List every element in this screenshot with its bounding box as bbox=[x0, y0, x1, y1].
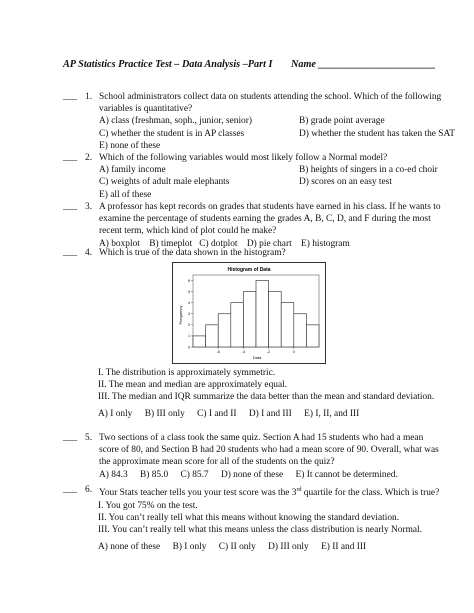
q4-statements bbox=[98, 367, 434, 404]
histogram-chart bbox=[173, 263, 325, 363]
question-number: 3. bbox=[85, 202, 93, 212]
question-stem: the approximate mean score for all of the students on the quiz? bbox=[99, 457, 335, 468]
histogram-bar bbox=[281, 303, 294, 347]
choice-c: C) I and II bbox=[197, 409, 237, 419]
answer-blank: ___ bbox=[63, 153, 78, 163]
choice-d: D) none of these bbox=[220, 469, 284, 480]
question-stem: variables is quantitative? bbox=[99, 104, 193, 115]
choice-a: A) class (freshman, soph., junior, senior) bbox=[99, 116, 252, 127]
question-number: 4. bbox=[85, 248, 93, 258]
choice-b: B) heights of singers in a co-ed choir bbox=[299, 165, 438, 176]
choice-b: B) III only bbox=[144, 409, 185, 419]
histogram-bar bbox=[193, 336, 206, 347]
choice-e: E) none of these bbox=[99, 140, 161, 151]
x-tick-label: -6 bbox=[216, 350, 220, 354]
histogram-bar bbox=[206, 325, 219, 347]
histogram-bar bbox=[256, 281, 269, 347]
answer-blank: ___ bbox=[63, 248, 78, 258]
q4-choices bbox=[98, 408, 369, 420]
question-stem: Your Stats teacher tells you your test score was the 3rd quartile for the class. Which is true? bbox=[99, 487, 440, 499]
chart-title: Histogram of Data bbox=[227, 267, 271, 273]
x-tick-label: 0 bbox=[292, 350, 295, 354]
histogram-bar bbox=[306, 325, 319, 347]
q5-choices bbox=[99, 469, 471, 481]
choice-a: A) I only bbox=[98, 409, 133, 419]
choice-d: D) I and III bbox=[248, 409, 292, 419]
x-axis-label: Data bbox=[252, 355, 262, 360]
choice-b: B) grade point average bbox=[299, 116, 385, 127]
choice-e: E) I, II, and III bbox=[304, 409, 360, 419]
choice-b: B) 85.0 bbox=[140, 469, 169, 480]
choice-e: E) II and III bbox=[321, 542, 367, 552]
statement-ii: II. The mean and median are approximately equal. bbox=[98, 380, 288, 391]
histogram-bar bbox=[218, 314, 231, 347]
answer-blank: ___ bbox=[63, 485, 78, 495]
y-tick-label: 6 bbox=[188, 278, 190, 283]
choice-d: D) III only bbox=[268, 542, 309, 552]
x-tick-label: -4 bbox=[241, 350, 246, 354]
question-stem: A professor has kept records on grades that students have earned in his class. If he wants to bbox=[99, 202, 441, 212]
name-field-label: Name _______________________ bbox=[291, 59, 436, 70]
test-header bbox=[63, 59, 436, 70]
choice-c: C) 85.7 bbox=[180, 469, 209, 480]
choice-a: A) none of these bbox=[98, 542, 161, 552]
question-stem: School administrators collect data on students attending the school. Which of the following bbox=[99, 92, 442, 102]
question-stem: Which is true of the data shown in the histogram? bbox=[99, 248, 286, 258]
y-tick-label: 0 bbox=[188, 345, 190, 350]
histogram-bar bbox=[231, 303, 244, 347]
question-stem: examine the percentage of students earning the grades A, B, C, D, and F during the most bbox=[99, 214, 431, 225]
histogram-bar bbox=[243, 292, 256, 347]
choice-a: A) 84.3 bbox=[99, 469, 128, 480]
choice-b: B) I only bbox=[172, 542, 207, 552]
choice-a: A) family income bbox=[99, 165, 166, 176]
statement-iii: III. The median and IQR summarize the data better than the mean and standard deviation. bbox=[98, 392, 435, 403]
histogram-figure bbox=[172, 262, 326, 364]
choice-c: C) II only bbox=[218, 542, 256, 552]
y-tick-label: 3 bbox=[188, 312, 190, 317]
choice-e: E) all of these bbox=[99, 189, 152, 200]
choice-c: C) whether the student is in AP classes bbox=[99, 128, 245, 139]
answer-blank: ___ bbox=[63, 433, 78, 443]
question-stem: Two sections of a class took the same quiz. Section A had 15 students who had a mean bbox=[99, 433, 424, 443]
question-stem: score of 80, and Section B had 20 students who had a mean score of 90. Overall, what was bbox=[99, 445, 439, 456]
choice-e: E) It cannot be determined. bbox=[295, 469, 398, 480]
statement-i: I. You got 75% on the test. bbox=[98, 501, 198, 511]
y-tick-label: 2 bbox=[188, 323, 190, 328]
y-axis-label: Frequency bbox=[178, 305, 183, 325]
y-tick-label: 5 bbox=[188, 289, 190, 294]
statement-iii: III. You can’t really tell what this means unless the class distribution is nearly Normal. bbox=[98, 525, 422, 536]
choice-d: D) whether the student has taken the SAT bbox=[299, 128, 455, 139]
choice-c: C) weights of adult male elephants bbox=[99, 177, 230, 188]
question-number: 6. bbox=[85, 485, 93, 495]
plot-area bbox=[188, 275, 319, 354]
question-stem: Which of the following variables would most likely follow a Normal model? bbox=[99, 153, 388, 163]
y-tick-label: 1 bbox=[188, 334, 190, 339]
question-number: 5. bbox=[85, 433, 93, 443]
q6-choices bbox=[98, 541, 376, 553]
y-tick-label: 4 bbox=[188, 300, 190, 305]
test-title: AP Statistics Practice Test – Data Analysis –Part I bbox=[63, 59, 273, 70]
statement-ii: II. You can’t really tell what this means without knowing the standard deviation. bbox=[98, 513, 400, 524]
question-number: 2. bbox=[85, 153, 93, 163]
q6-statements bbox=[98, 500, 422, 537]
histogram-bar bbox=[269, 292, 282, 347]
question-stem: recent term, which kind of plot could he make? bbox=[99, 226, 277, 237]
choice-d: D) scores on an easy test bbox=[299, 177, 392, 188]
answer-blank: ___ bbox=[63, 92, 78, 102]
statement-i: I. The distribution is approximately symmetric. bbox=[98, 368, 276, 378]
x-tick-label: -2 bbox=[266, 350, 271, 354]
question-number: 1. bbox=[85, 92, 93, 102]
histogram-bar bbox=[294, 314, 307, 347]
answer-blank: ___ bbox=[63, 202, 78, 212]
choices-inline: A) boxplot B) timeplot C) dotplot D) pie chart E) histogram bbox=[99, 238, 350, 249]
